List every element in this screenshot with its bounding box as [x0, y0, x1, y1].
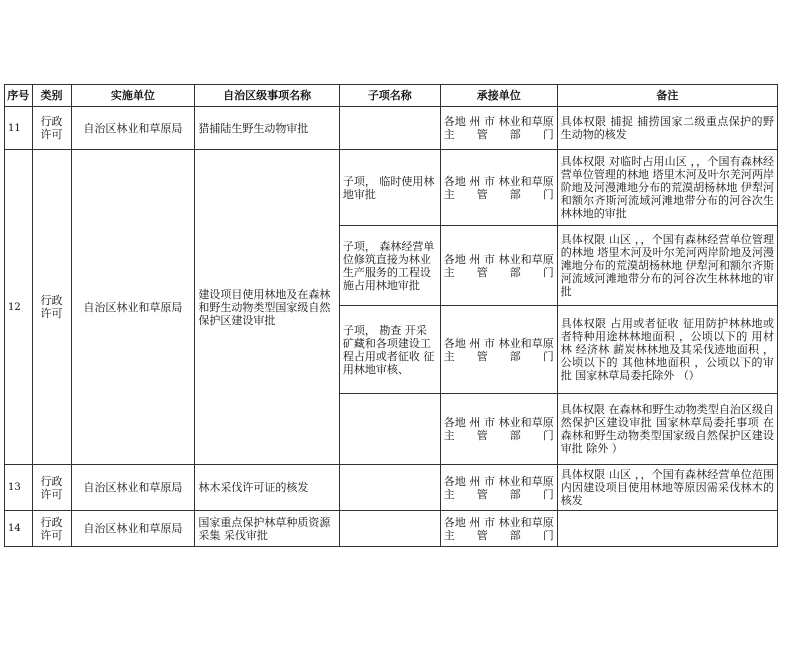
- row-no: 12: [5, 150, 33, 465]
- row-subitem: 子项， 勘查 开采矿藏和各项建设工程占用或者征收 征用林地审核、: [339, 306, 440, 394]
- row-org: 自治区林业和草原局: [71, 150, 195, 465]
- row-note: 具体权限 山区 ，，个国有森林经营单位范围内因建设项目使用林地等原因需采伐林木的核发: [557, 465, 777, 511]
- row-note: 具体权限 山区 ，，个国有森林经营单位管理的林地 塔里木河及叶尔羌河两岸阶地及河漫滩地分布的荒漠胡杨林地 伊犁河和额尔齐斯河流域河滩地带分布的河谷次生林林地的审批: [557, 226, 777, 306]
- row-subitem: [339, 107, 440, 150]
- row-subitem: [339, 511, 440, 547]
- header-receiver: 承接单位: [440, 85, 557, 107]
- row-note: [557, 511, 777, 547]
- row-category: 行政许可: [32, 150, 71, 465]
- row-category: 行政许可: [32, 465, 71, 511]
- row-org: 自治区林业和草原局: [71, 511, 195, 547]
- row-subitem: 子项， 临时使用林地审批: [339, 150, 440, 226]
- row-receiver: 各地 州 市 林业和草原主管部门: [440, 394, 557, 465]
- row-receiver: 各地 州 市 林业和草原主管部门: [440, 150, 557, 226]
- row-receiver: 各地 州 市 林业和草原主管部门: [440, 226, 557, 306]
- row-org: 自治区林业和草原局: [71, 107, 195, 150]
- row-note: 具体权限 占用或者征收 征用防护林林地或者特种用途林林地面积 ，公顷以下的 用材林 经济林 薪炭林林地及其采伐迹地面积 ，公顷以下的 其他林地面积 ，公顷以下的审批 国家林草局委托除外 （）: [557, 306, 777, 394]
- table-row: [5, 465, 778, 511]
- row-receiver: 各地 州 市 林业和草原主管部门: [440, 465, 557, 511]
- row-category: 行政许可: [32, 107, 71, 150]
- row-item: 林木采伐许可证的核发: [195, 465, 340, 511]
- row-org: 自治区林业和草原局: [71, 465, 195, 511]
- row-note: 具体权限 对临时占用山区 ，，个国有森林经营单位管理的林地 塔里木河及叶尔羌河两岸阶地及河漫滩地分布的荒漠胡杨林地 伊犁河和额尔齐斯河流域河滩地带分布的河谷次生林林地的审批: [557, 150, 777, 226]
- table-row: [5, 150, 778, 226]
- row-no: 13: [5, 465, 33, 511]
- row-subitem: [339, 394, 440, 465]
- header-item: 自治区级事项名称: [195, 85, 340, 107]
- row-no: 11: [5, 107, 33, 150]
- header-row: [5, 85, 778, 107]
- row-subitem: 子项， 森林经营单位修筑直接为林业生产服务的工程设施占用林地审批: [339, 226, 440, 306]
- row-note: 具体权限 捕捉 捕捞国家二级重点保护的野生动物的核发: [557, 107, 777, 150]
- row-note: 具体权限 在森林和野生动物类型自治区级自然保护区建设审批 国家林草局委托事项 在森林和野生动物类型国家级自然保护区建设审批 除外 ）: [557, 394, 777, 465]
- row-subitem: [339, 465, 440, 511]
- header-org: 实施单位: [71, 85, 195, 107]
- approval-items-table: [4, 84, 778, 547]
- row-receiver: 各地 州 市 林业和草原主管部门: [440, 306, 557, 394]
- header-note: 备注: [557, 85, 777, 107]
- row-item: 猎捕陆生野生动物审批: [195, 107, 340, 150]
- row-category: 行政许可: [32, 511, 71, 547]
- table-row: [5, 511, 778, 547]
- row-receiver: 各地 州 市 林业和草原主管部门: [440, 511, 557, 547]
- row-receiver: 各地 州 市 林业和草原主管部门: [440, 107, 557, 150]
- row-item: 国家重点保护林草种质资源采集 采伐审批: [195, 511, 340, 547]
- header-category: 类别: [32, 85, 71, 107]
- header-subitem: 子项名称: [339, 85, 440, 107]
- row-no: 14: [5, 511, 33, 547]
- row-item: 建设项目使用林地及在森林和野生动物类型国家级自然保护区建设审批: [195, 150, 340, 465]
- table-row: [5, 107, 778, 150]
- header-no: 序号: [5, 85, 33, 107]
